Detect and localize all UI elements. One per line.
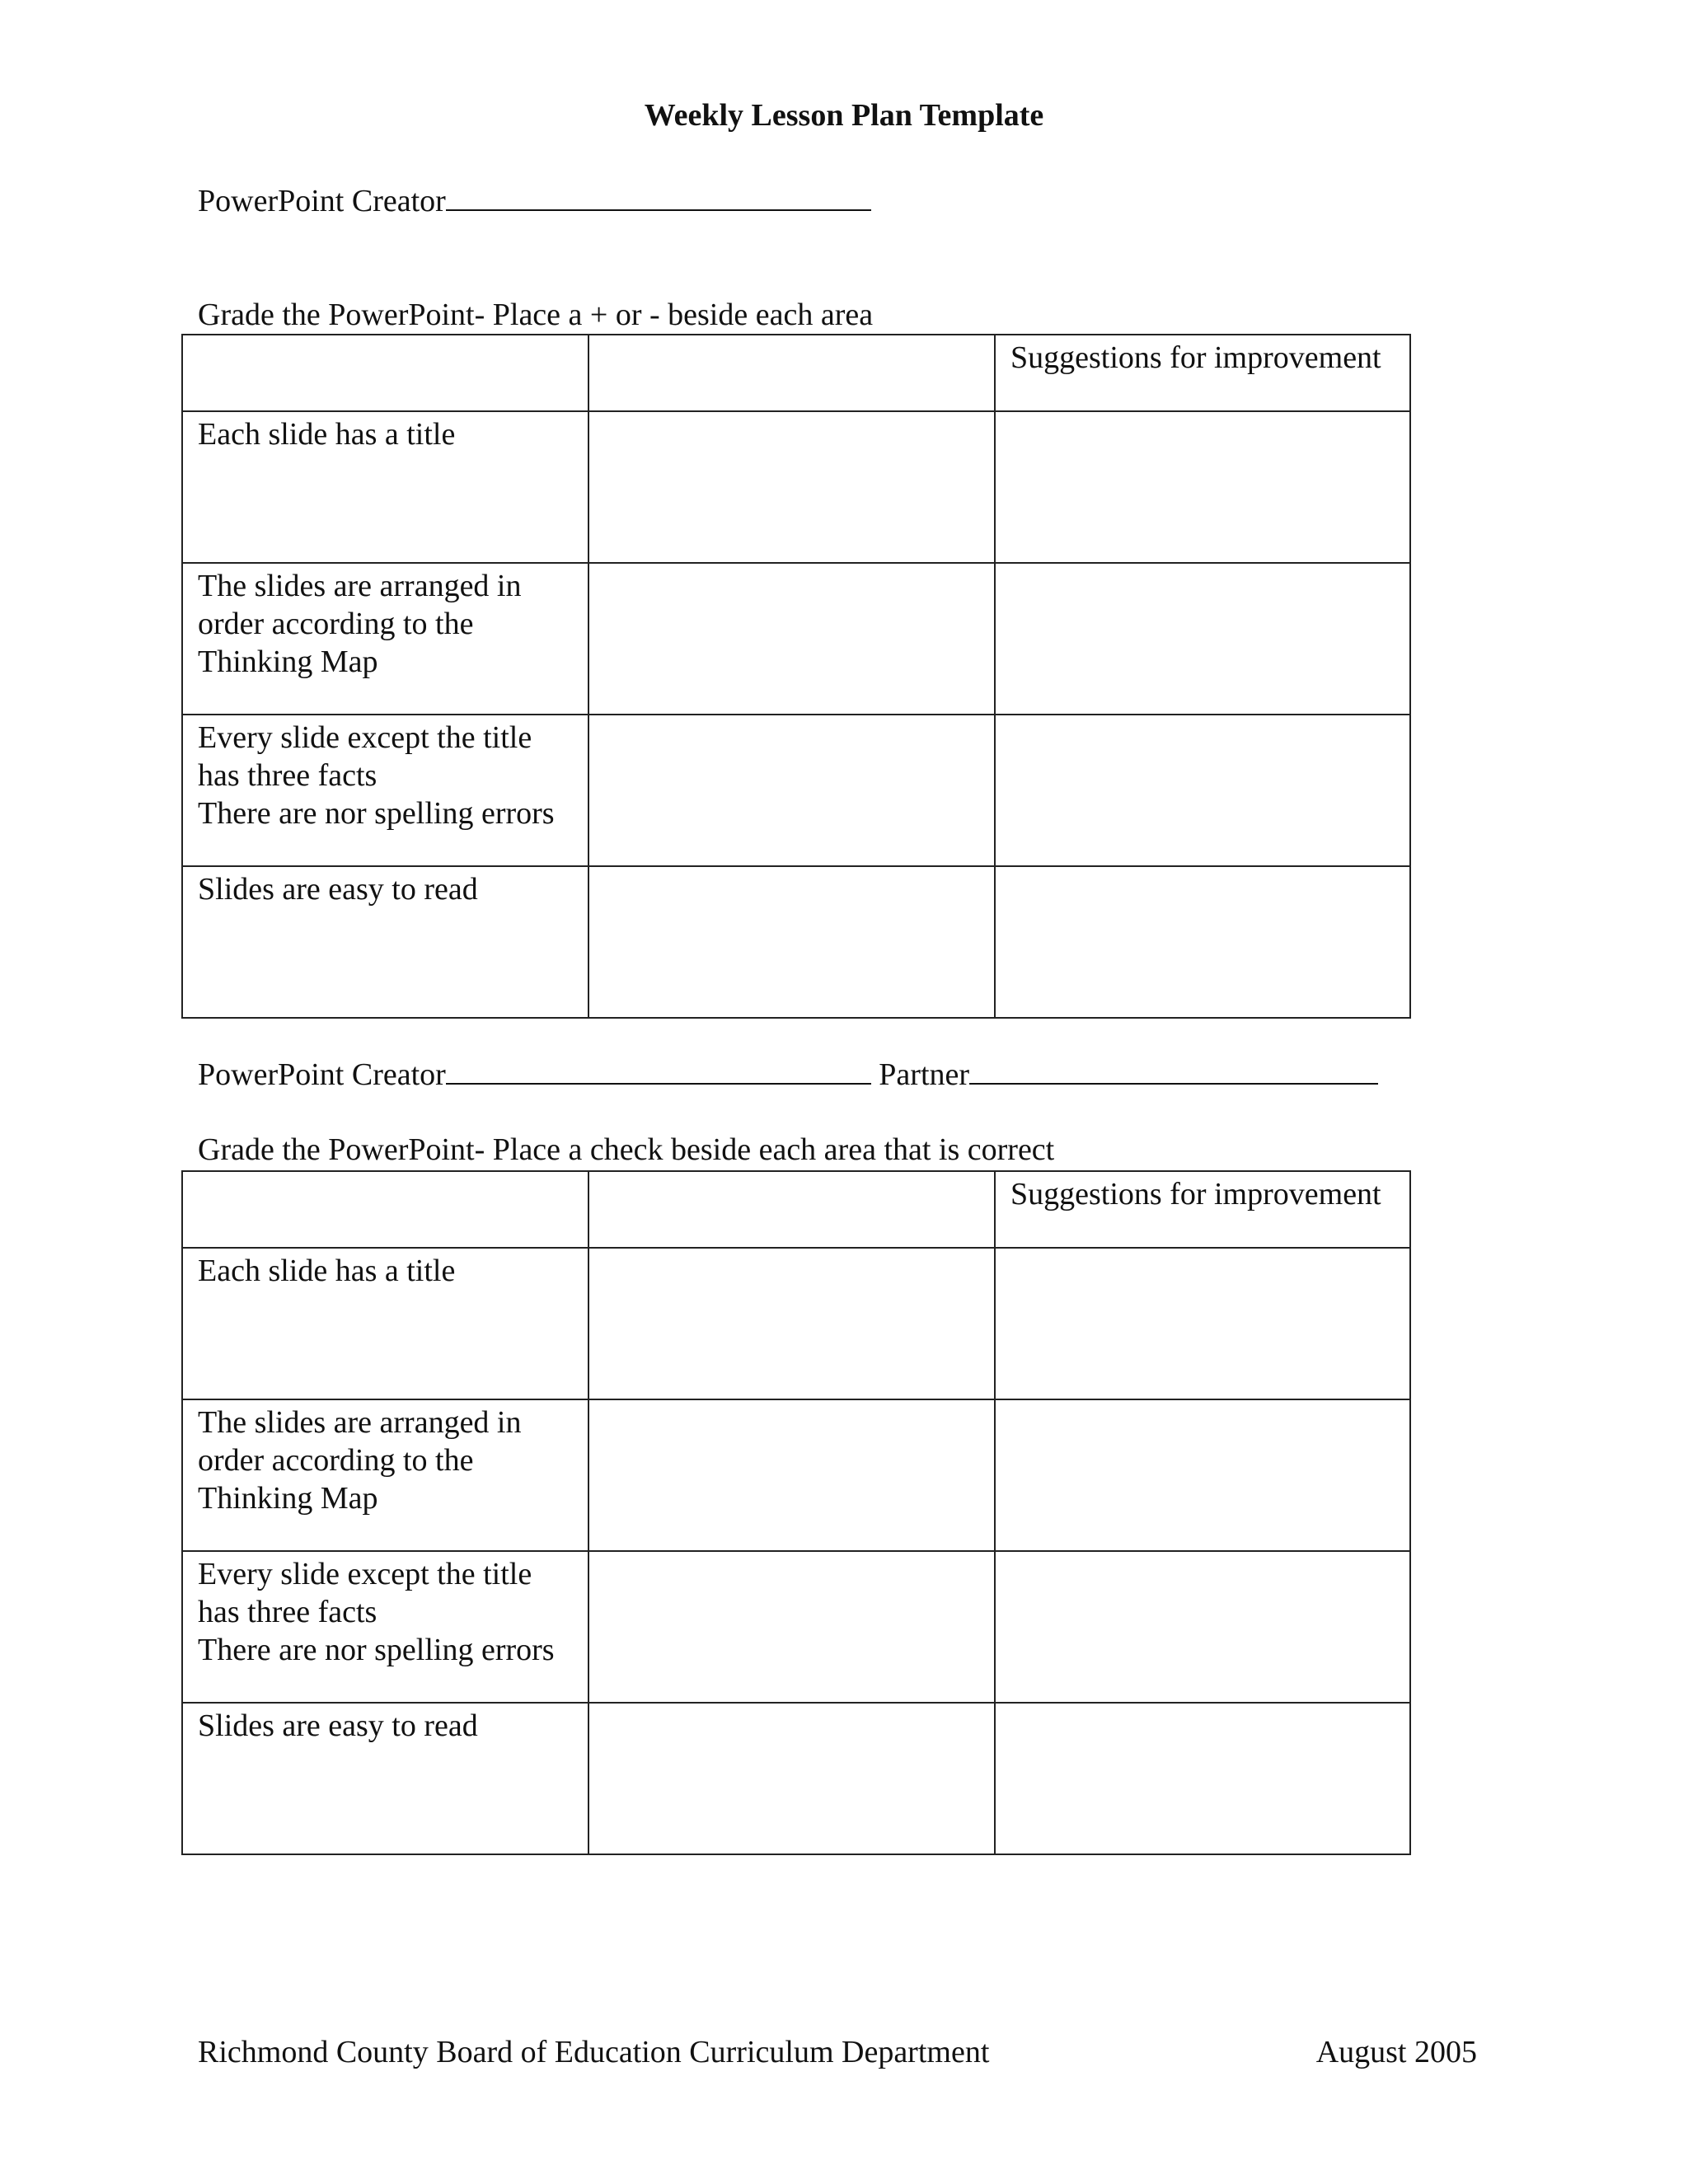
table-header-row	[182, 335, 1410, 411]
criteria-cell: Each slide has a title	[182, 1248, 588, 1399]
partner-label: Partner	[879, 1057, 970, 1092]
grade-cell[interactable]	[588, 1399, 995, 1551]
table-header-row	[182, 1171, 1410, 1248]
partner-blank-field[interactable]	[969, 1058, 1378, 1085]
table-row	[182, 1248, 1410, 1399]
table-row	[182, 411, 1410, 563]
grade-cell[interactable]	[588, 411, 995, 563]
creator-label: PowerPoint Creator	[198, 1057, 446, 1092]
suggestion-cell[interactable]	[995, 1248, 1410, 1399]
grade-cell[interactable]	[588, 563, 995, 715]
table-row	[182, 1703, 1410, 1854]
suggestion-cell[interactable]	[995, 411, 1410, 563]
header-cell-criteria	[182, 1171, 588, 1248]
grading-instruction-1: Grade the PowerPoint- Place a + or - beside each area	[198, 298, 874, 332]
header-cell-suggestions: Suggestions for improvement	[995, 1171, 1410, 1248]
header-cell-grade	[588, 335, 995, 411]
criteria-cell: The slides are arranged in order according to the Thinking Map	[182, 563, 588, 715]
criteria-cell: Every slide except the title has three facts There are nor spelling errors	[182, 1551, 588, 1703]
suggestion-cell[interactable]	[995, 1551, 1410, 1703]
header-cell-grade	[588, 1171, 995, 1248]
grading-instruction-2: Grade the PowerPoint- Place a check beside each area that is correct	[198, 1132, 1055, 1167]
footer-organization: Richmond County Board of Education Curriculum Department	[198, 2035, 990, 2069]
suggestion-cell[interactable]	[995, 866, 1410, 1018]
creator-label: PowerPoint Creator	[198, 184, 446, 218]
grading-table-1	[181, 334, 1411, 1019]
criteria-cell: Every slide except the title has three facts There are nor spelling errors	[182, 715, 588, 866]
creator-blank-field[interactable]	[446, 1058, 871, 1085]
suggestion-cell[interactable]	[995, 1703, 1410, 1854]
table-row	[182, 1399, 1410, 1551]
creator-blank-field[interactable]	[446, 185, 871, 211]
suggestion-cell[interactable]	[995, 1399, 1410, 1551]
table-row	[182, 563, 1410, 715]
grade-cell[interactable]	[588, 866, 995, 1018]
criteria-cell: The slides are arranged in order according to the Thinking Map	[182, 1399, 588, 1551]
criteria-cell: Slides are easy to read	[182, 866, 588, 1018]
header-cell-criteria	[182, 335, 588, 411]
grading-table-2	[181, 1170, 1411, 1855]
criteria-cell: Each slide has a title	[182, 411, 588, 563]
grade-cell[interactable]	[588, 1551, 995, 1703]
table-row	[182, 715, 1410, 866]
grade-cell[interactable]	[588, 715, 995, 866]
suggestion-cell[interactable]	[995, 715, 1410, 866]
header-cell-suggestions: Suggestions for improvement	[995, 335, 1410, 411]
criteria-cell: Slides are easy to read	[182, 1703, 588, 1854]
creator-line-2	[198, 1057, 1378, 1093]
table-row	[182, 866, 1410, 1018]
footer-date: August 2005	[1315, 2035, 1477, 2069]
grade-cell[interactable]	[588, 1703, 995, 1854]
suggestion-cell[interactable]	[995, 563, 1410, 715]
page-title: Weekly Lesson Plan Template	[644, 98, 1044, 133]
grade-cell[interactable]	[588, 1248, 995, 1399]
creator-line-1	[198, 183, 871, 219]
table-row	[182, 1551, 1410, 1703]
